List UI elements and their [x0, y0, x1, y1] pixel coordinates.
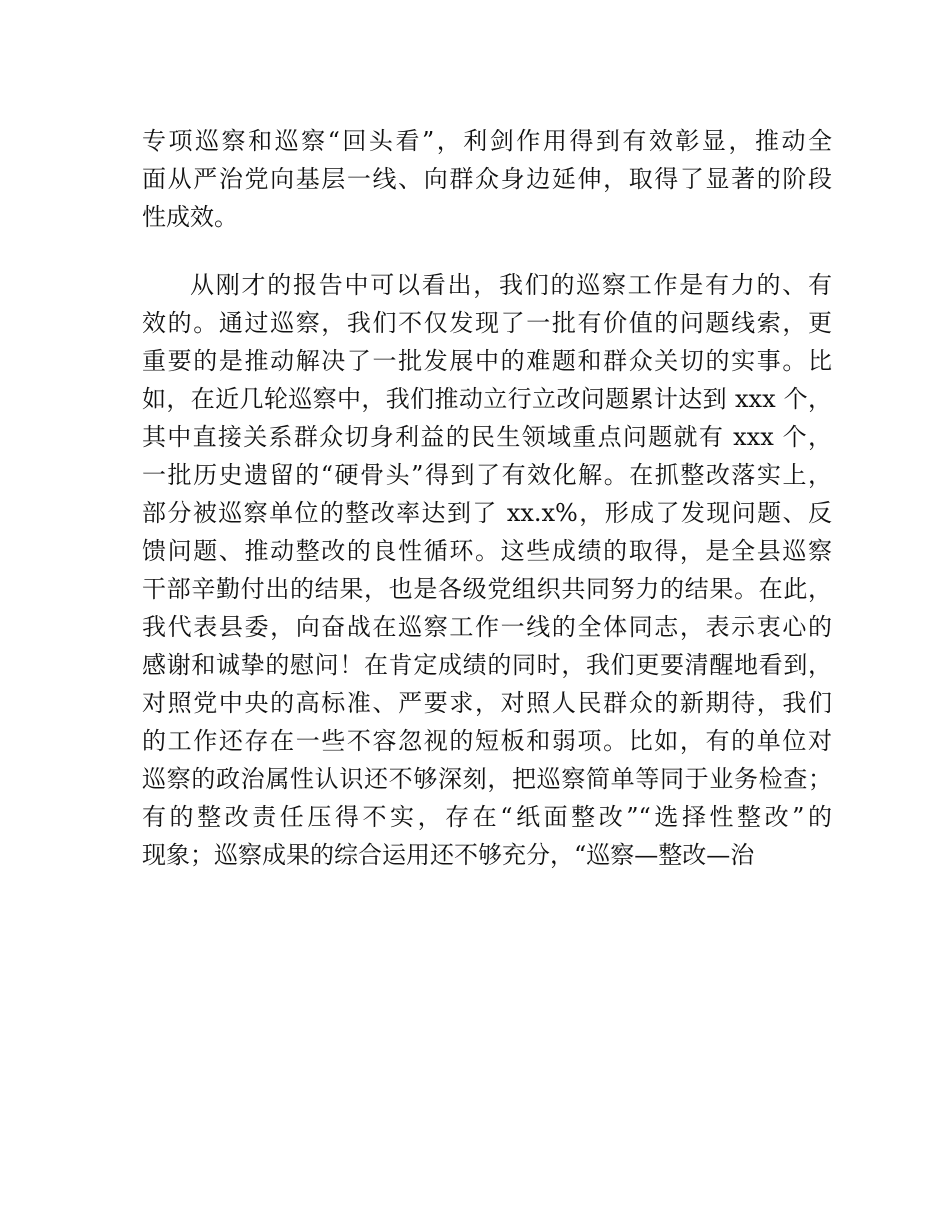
text-line: 的工作还存在一些不容忽视的短板和弱项。比如，有的单位对	[142, 727, 832, 755]
text-line: 感谢和诚挚的慰问！在肯定成绩的同时，我们更要清醒地看到，	[142, 651, 832, 679]
text-line: 从刚才的报告中可以看出，我们的巡察工作是有力的、有	[190, 271, 832, 299]
text-line: 其中直接关系群众切身利益的民生领域重点问题就有 xxx 个，	[142, 423, 832, 451]
text-line: 馈问题、推动整改的良性循环。这些成绩的取得，是全县巡察	[142, 537, 832, 565]
document-body	[142, 122, 832, 874]
paragraph-1	[142, 122, 832, 236]
paragraph-2	[142, 266, 832, 874]
text-line: 有的整改责任压得不实，存在“纸面整改”“选择性整改”的	[142, 803, 832, 831]
text-line: 如，在近几轮巡察中，我们推动立行立改问题累计达到 xxx 个，	[142, 385, 832, 413]
text-line: 性成效。	[142, 203, 238, 231]
text-line: 专项巡察和巡察“回头看”，利剑作用得到有效彰显，推动全	[142, 127, 832, 155]
text-line: 效的。通过巡察，我们不仅发现了一批有价值的问题线索，更	[142, 309, 832, 337]
text-line: 巡察的政治属性认识还不够深刻，把巡察简单等同于业务检查；	[142, 765, 832, 793]
text-line: 干部辛勤付出的结果，也是各级党组织共同努力的结果。在此，	[142, 575, 832, 603]
text-line: 部分被巡察单位的整改率达到了 xx.x%，形成了发现问题、反	[142, 499, 832, 527]
text-line: 面从严治党向基层一线、向群众身边延伸，取得了显著的阶段	[142, 165, 832, 193]
text-line: 对照党中央的高标准、严要求，对照人民群众的新期待，我们	[142, 689, 832, 717]
text-line: 一批历史遗留的“硬骨头”得到了有效化解。在抓整改落实上，	[142, 461, 832, 489]
text-line: 重要的是推动解决了一批发展中的难题和群众关切的实事。比	[142, 347, 832, 375]
text-line: 现象；巡察成果的综合运用还不够充分，“巡察—整改—治	[142, 841, 755, 869]
text-line: 我代表县委，向奋战在巡察工作一线的全体同志，表示衷心的	[142, 613, 832, 641]
